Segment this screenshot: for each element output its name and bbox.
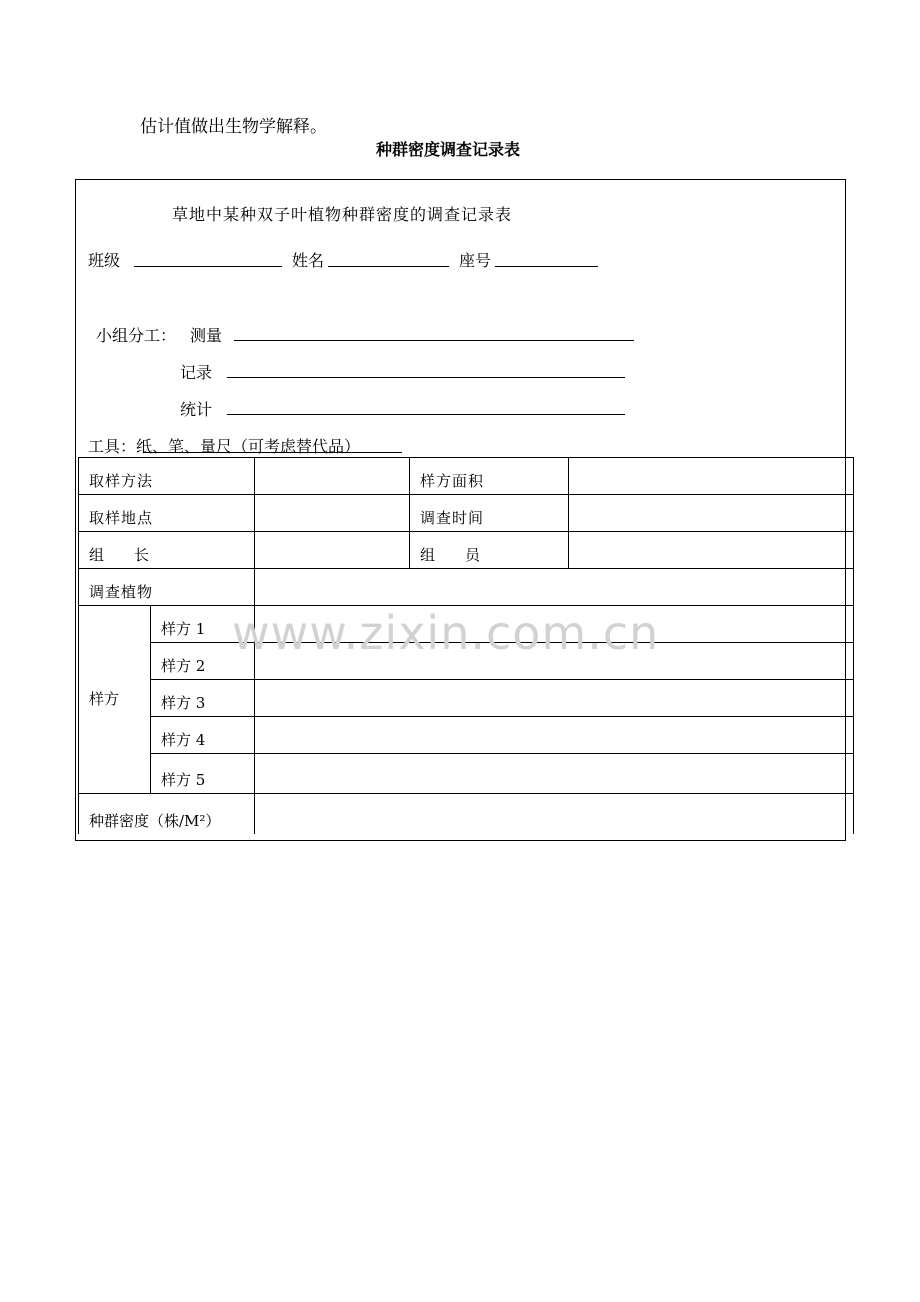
tools-text: 工具：纸、笔、量尺（可考虑替代品） (88, 437, 361, 456)
group-division-label: 小组分工： (96, 326, 177, 345)
name-field[interactable] (328, 266, 449, 267)
quadrat-area-label: 样方面积 (410, 458, 569, 495)
table-row (79, 754, 854, 794)
table-row (79, 458, 854, 495)
quadrat-1-label: 样方 1 (151, 606, 255, 643)
member-cell[interactable] (569, 532, 854, 569)
table-row (79, 532, 854, 569)
plant-label: 调查植物 (79, 569, 255, 606)
survey-time-cell[interactable] (569, 495, 854, 532)
name-label: 姓名 (292, 251, 325, 270)
quadrat-4-label: 样方 4 (151, 717, 255, 754)
seat-field[interactable] (495, 266, 598, 267)
tools-underline (144, 452, 402, 453)
form-title: 草地中某种双子叶植物种群密度的调查记录表 (172, 205, 513, 224)
sampling-site-cell[interactable] (255, 495, 410, 532)
quadrat-label: 样方 (79, 606, 151, 794)
document-title: 种群密度调查记录表 (376, 140, 521, 159)
table-row (79, 495, 854, 532)
class-field[interactable] (134, 266, 282, 267)
record-field[interactable] (227, 377, 625, 378)
quadrat-2-label: 样方 2 (151, 643, 255, 680)
measure-field[interactable] (234, 340, 634, 341)
measure-label: 测量 (190, 326, 223, 345)
table-row (79, 569, 854, 606)
stats-field[interactable] (227, 414, 625, 415)
sampling-method-cell[interactable] (255, 458, 410, 495)
record-label: 记录 (180, 363, 213, 382)
table-row (79, 717, 854, 754)
sampling-method-label: 取样方法 (79, 458, 255, 495)
density-cell[interactable] (255, 794, 854, 834)
sampling-site-label: 取样地点 (79, 495, 255, 532)
table-row (79, 794, 854, 834)
quadrat-4-cell[interactable] (255, 717, 854, 754)
quadrat-3-cell[interactable] (255, 680, 854, 717)
intro-text: 估计值做出生物学解释。 (140, 117, 327, 137)
quadrat-3-label: 样方 3 (151, 680, 255, 717)
seat-label: 座号 (459, 251, 492, 270)
quadrat-area-cell[interactable] (569, 458, 854, 495)
member-label: 组 员 (410, 532, 569, 569)
quadrat-5-cell[interactable] (255, 754, 854, 794)
table-row (79, 680, 854, 717)
survey-time-label: 调查时间 (410, 495, 569, 532)
class-label: 班级 (88, 251, 121, 270)
stats-label: 统计 (180, 400, 213, 419)
plant-cell[interactable] (255, 569, 854, 606)
quadrat-5-label: 样方 5 (151, 754, 255, 794)
leader-cell[interactable] (255, 532, 410, 569)
leader-label: 组 长 (79, 532, 255, 569)
density-label: 种群密度（株/M²） (79, 794, 255, 834)
watermark: www.zixin.com.cn (232, 606, 660, 660)
